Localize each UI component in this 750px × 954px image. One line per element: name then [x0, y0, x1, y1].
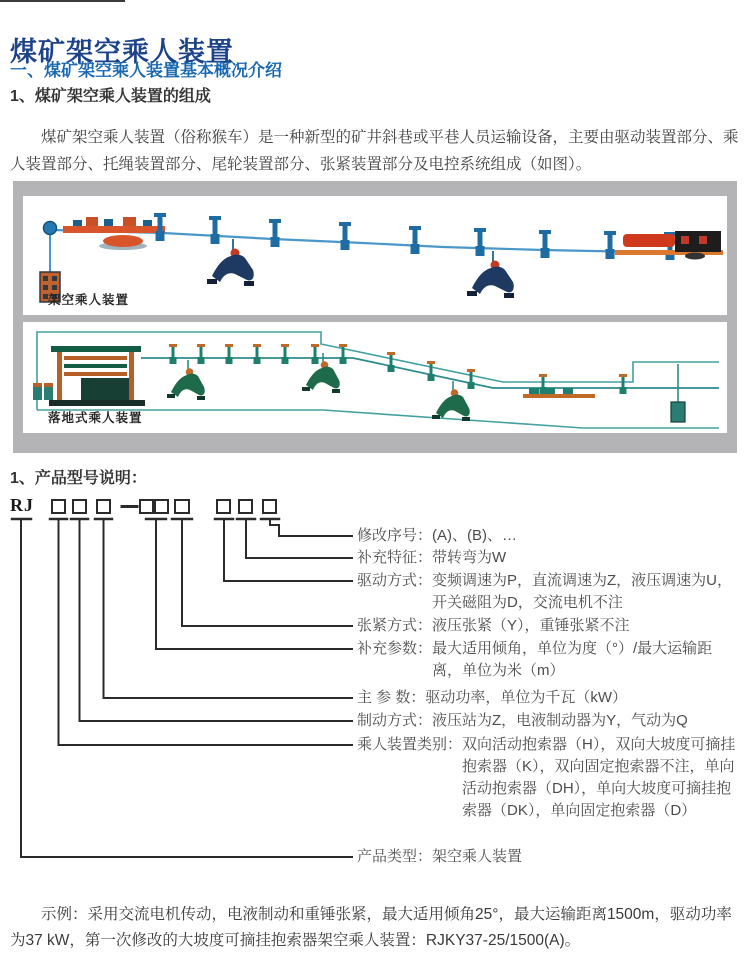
spec-term: 驱动方式：	[357, 572, 433, 589]
spec-desc: 液压站为Z，电液制动器为Y，气动为Q	[432, 712, 688, 729]
model-prefix-text: RJ	[10, 495, 34, 515]
code-box-5	[155, 500, 168, 513]
spec-desc: 变频调速为P，直流调速为Z，液压调速为U，开关磁阻为D，交流电机不注	[432, 572, 733, 611]
spec-row-brake-mode	[357, 710, 737, 732]
leader-brake-mode	[80, 519, 353, 721]
leader-product-type	[21, 519, 352, 857]
cable-line	[53, 230, 723, 252]
spec-term: 主 参 数：	[357, 689, 426, 706]
spec-term: 修改序号：	[357, 527, 433, 544]
spec-term: 乘人装置类别：	[357, 736, 463, 753]
intro-paragraph: 煤矿架空乘人装置（俗称猴车）是一种新型的矿井斜巷或平巷人员运输设备，主要由驱动装置部分、乘人装置部分、托绳装置部分、尾轮装置部分、张紧装置部分及电控系统组成（如图）。	[10, 128, 739, 173]
leader-drive-mode	[224, 519, 352, 581]
code-box-8	[239, 500, 252, 513]
code-box-2	[73, 500, 86, 513]
code-box-1	[52, 500, 65, 513]
rider-figure-2	[467, 251, 514, 298]
leader-supplementary-parameter	[156, 519, 352, 649]
figure-panel-ground	[23, 322, 727, 433]
spec-desc: 驱动功率，单位为千瓦（kW）	[425, 689, 628, 706]
track-equipment	[523, 388, 595, 398]
panel-label-aerial: 架空乘人装置	[48, 293, 130, 307]
leader-supplementary-feature	[246, 519, 352, 558]
spec-row-supplementary-feature	[357, 547, 737, 569]
rider-figure-1	[167, 360, 205, 400]
leader-revision-number	[270, 519, 352, 536]
spec-desc: 双向活动抱索器（H），双向大坡度可摘挂抱索器（K），双向固定抱索器不注，单向活动抱索器（DH），单向大坡度可摘挂抱索器（DK），单向固定抱索器（D）	[462, 736, 736, 819]
spec-row-main-parameter	[357, 687, 737, 709]
rider-figure-1	[207, 239, 254, 286]
figure-panel-aerial	[23, 196, 727, 315]
spec-term: 补充参数：	[357, 640, 433, 657]
spec-term: 制动方式：	[357, 712, 433, 729]
spec-term: 补充特征：	[357, 549, 433, 566]
spec-desc: 带转弯为W	[432, 549, 507, 566]
spec-desc: 架空乘人装置	[432, 848, 523, 865]
spec-row-device-category	[357, 734, 737, 822]
tail-tension-weight	[671, 364, 685, 422]
spec-term: 产品类型：	[357, 848, 433, 865]
spec-row-drive-mode	[357, 570, 737, 614]
rope-hangers	[169, 344, 627, 394]
leader-main-parameter	[104, 519, 353, 698]
drive-shelter	[33, 346, 145, 406]
spec-term: 张紧方式：	[357, 617, 433, 634]
spec-row-tension-mode	[357, 615, 737, 637]
page-title: 煤矿架空乘人装置	[10, 37, 234, 68]
code-box-3	[97, 500, 110, 513]
spec-desc: 液压张紧（Y），重锤张紧不注	[432, 617, 630, 634]
panel-label-ground: 落地式乘人装置	[48, 411, 143, 425]
rider-figure-3	[432, 381, 470, 421]
spec-row-revision-number	[357, 525, 737, 547]
spec-desc: 最大适用倾角，单位为度（°）/最大运输距离，单位为米（m）	[432, 640, 713, 679]
spec-row-product-type	[357, 846, 737, 868]
code-box-6	[175, 500, 189, 513]
code-box-7	[217, 500, 230, 513]
spec-row-supplementary-parameter	[357, 638, 737, 682]
model-heading: 1、产品型号说明：	[10, 470, 147, 487]
code-box-4	[140, 500, 153, 513]
sub-heading-composition: 1、煤矿架空乘人装置的组成	[10, 88, 211, 105]
code-box-9	[263, 500, 276, 513]
spec-desc: (A)、(B)、…	[432, 527, 518, 544]
top-edge-artifact	[0, 0, 125, 2]
rider-figure-2	[302, 353, 340, 393]
example-paragraph: 示例：采用交流电机传动，电液制动和重锤张紧，最大适用倾角25°，最大运输距离1500m，驱动功率为37 kW，第一次修改的大坡度可摘挂抱索器架空乘人装置：RJKY37-25/1500(A)。	[10, 905, 732, 949]
roadway-outline-upper	[37, 332, 719, 410]
figure-frame	[13, 181, 737, 453]
section-heading: 一、煤矿架空乘人装置基本概况介绍	[10, 61, 282, 80]
